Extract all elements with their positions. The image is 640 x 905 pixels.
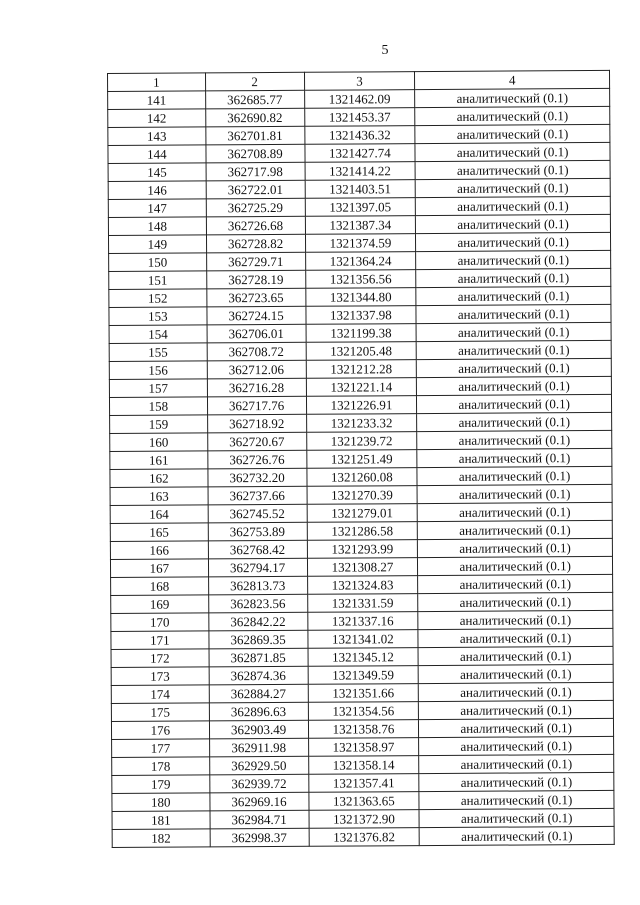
x-coordinate-cell: 362728.82 xyxy=(206,234,305,253)
method-cell: аналитический (0.1) xyxy=(415,106,610,125)
y-coordinate-cell: 1321414.22 xyxy=(305,162,416,181)
x-coordinate-cell: 362884.27 xyxy=(209,684,308,703)
y-coordinate-cell: 1321354.56 xyxy=(308,702,419,721)
point-number-cell: 169 xyxy=(111,595,209,614)
point-number-cell: 165 xyxy=(110,523,208,542)
x-coordinate-cell: 362911.98 xyxy=(209,738,308,757)
header-col-1: 1 xyxy=(108,73,206,92)
y-coordinate-cell: 1321260.08 xyxy=(306,468,417,487)
method-cell: аналитический (0.1) xyxy=(417,394,612,413)
y-coordinate-cell: 1321324.83 xyxy=(307,576,418,595)
method-cell: аналитический (0.1) xyxy=(415,160,610,179)
point-number-cell: 141 xyxy=(108,91,206,110)
x-coordinate-cell: 362726.76 xyxy=(207,450,306,469)
method-cell: аналитический (0.1) xyxy=(417,412,612,431)
y-coordinate-cell: 1321205.48 xyxy=(306,342,417,361)
x-coordinate-cell: 362724.15 xyxy=(207,306,306,325)
y-coordinate-cell: 1321344.80 xyxy=(305,288,416,307)
y-coordinate-cell: 1321363.65 xyxy=(308,792,419,811)
x-coordinate-cell: 362869.35 xyxy=(209,630,308,649)
x-coordinate-cell: 362685.77 xyxy=(205,90,304,109)
method-cell: аналитический (0.1) xyxy=(419,826,614,845)
point-number-cell: 144 xyxy=(108,145,206,164)
method-cell: аналитический (0.1) xyxy=(418,574,613,593)
y-coordinate-cell: 1321226.91 xyxy=(306,396,417,415)
x-coordinate-cell: 362718.92 xyxy=(207,414,306,433)
point-number-cell: 148 xyxy=(108,217,206,236)
method-cell: аналитический (0.1) xyxy=(416,268,611,287)
method-cell: аналитический (0.1) xyxy=(416,196,611,215)
x-coordinate-cell: 362903.49 xyxy=(209,720,308,739)
y-coordinate-cell: 1321199.38 xyxy=(306,324,417,343)
method-cell: аналитический (0.1) xyxy=(419,790,614,809)
y-coordinate-cell: 1321337.98 xyxy=(305,306,416,325)
x-coordinate-cell: 362969.16 xyxy=(210,792,309,811)
point-number-cell: 175 xyxy=(111,703,209,722)
x-coordinate-cell: 362929.50 xyxy=(209,756,308,775)
point-number-cell: 147 xyxy=(108,199,206,218)
point-number-cell: 153 xyxy=(109,307,207,326)
y-coordinate-cell: 1321364.24 xyxy=(305,252,416,271)
y-coordinate-cell: 1321358.97 xyxy=(308,738,419,757)
header-col-2: 2 xyxy=(205,72,304,91)
method-cell: аналитический (0.1) xyxy=(416,340,611,359)
point-number-cell: 160 xyxy=(110,433,208,452)
y-coordinate-cell: 1321351.66 xyxy=(308,684,419,703)
method-cell: аналитический (0.1) xyxy=(418,646,613,665)
method-cell: аналитический (0.1) xyxy=(417,430,612,449)
method-cell: аналитический (0.1) xyxy=(417,466,612,485)
y-coordinate-cell: 1321308.27 xyxy=(307,558,418,577)
y-coordinate-cell: 1321376.82 xyxy=(309,828,420,847)
method-cell: аналитический (0.1) xyxy=(416,304,611,323)
point-number-cell: 179 xyxy=(112,775,210,794)
point-number-cell: 159 xyxy=(110,415,208,434)
x-coordinate-cell: 362706.01 xyxy=(207,324,306,343)
x-coordinate-cell: 362716.28 xyxy=(207,378,306,397)
method-cell: аналитический (0.1) xyxy=(416,214,611,233)
point-number-cell: 172 xyxy=(111,649,209,668)
y-coordinate-cell: 1321337.16 xyxy=(307,612,418,631)
method-cell: аналитический (0.1) xyxy=(418,628,613,647)
y-coordinate-cell: 1321239.72 xyxy=(306,432,417,451)
y-coordinate-cell: 1321349.59 xyxy=(308,666,419,685)
y-coordinate-cell: 1321358.76 xyxy=(308,720,419,739)
point-number-cell: 151 xyxy=(109,271,207,290)
y-coordinate-cell: 1321345.12 xyxy=(308,648,419,667)
y-coordinate-cell: 1321212.28 xyxy=(306,360,417,379)
x-coordinate-cell: 362701.81 xyxy=(206,126,305,145)
point-number-cell: 146 xyxy=(108,181,206,200)
point-number-cell: 167 xyxy=(110,559,208,578)
method-cell: аналитический (0.1) xyxy=(417,376,612,395)
y-coordinate-cell: 1321251.49 xyxy=(306,450,417,469)
x-coordinate-cell: 362813.73 xyxy=(208,576,307,595)
point-number-cell: 156 xyxy=(109,361,207,380)
y-coordinate-cell: 1321279.01 xyxy=(307,504,418,523)
method-cell: аналитический (0.1) xyxy=(416,232,611,251)
x-coordinate-cell: 362720.67 xyxy=(207,432,306,451)
point-number-cell: 155 xyxy=(109,343,207,362)
method-cell: аналитический (0.1) xyxy=(419,808,614,827)
method-cell: аналитический (0.1) xyxy=(419,736,614,755)
x-coordinate-cell: 362984.71 xyxy=(210,810,309,829)
point-number-cell: 176 xyxy=(111,721,209,740)
y-coordinate-cell: 1321397.05 xyxy=(305,198,416,217)
point-number-cell: 164 xyxy=(110,505,208,524)
method-cell: аналитический (0.1) xyxy=(418,538,613,557)
point-number-cell: 157 xyxy=(109,379,207,398)
y-coordinate-cell: 1321374.59 xyxy=(305,234,416,253)
x-coordinate-cell: 362717.98 xyxy=(206,162,305,181)
x-coordinate-cell: 362729.71 xyxy=(206,252,305,271)
y-coordinate-cell: 1321357.41 xyxy=(308,774,419,793)
method-cell: аналитический (0.1) xyxy=(416,322,611,341)
y-coordinate-cell: 1321341.02 xyxy=(307,630,418,649)
header-col-3: 3 xyxy=(304,72,415,91)
method-cell: аналитический (0.1) xyxy=(417,484,612,503)
x-coordinate-cell: 362794.17 xyxy=(208,558,307,577)
x-coordinate-cell: 362725.29 xyxy=(206,198,305,217)
x-coordinate-cell: 362939.72 xyxy=(209,774,308,793)
method-cell: аналитический (0.1) xyxy=(415,88,610,107)
table-row xyxy=(112,826,614,847)
point-number-cell: 180 xyxy=(112,793,210,812)
method-cell: аналитический (0.1) xyxy=(419,772,614,791)
x-coordinate-cell: 362823.56 xyxy=(208,594,307,613)
x-coordinate-cell: 362723.65 xyxy=(206,288,305,307)
x-coordinate-cell: 362874.36 xyxy=(209,666,308,685)
point-number-cell: 150 xyxy=(109,253,207,272)
x-coordinate-cell: 362690.82 xyxy=(205,108,304,127)
point-number-cell: 173 xyxy=(111,667,209,686)
point-number-cell: 181 xyxy=(112,811,210,830)
method-cell: аналитический (0.1) xyxy=(415,142,610,161)
x-coordinate-cell: 362753.89 xyxy=(208,522,307,541)
y-coordinate-cell: 1321293.99 xyxy=(307,540,418,559)
point-number-cell: 158 xyxy=(109,397,207,416)
x-coordinate-cell: 362737.66 xyxy=(208,486,307,505)
x-coordinate-cell: 362732.20 xyxy=(208,468,307,487)
point-number-cell: 174 xyxy=(111,685,209,704)
page-number: 5 xyxy=(381,43,389,58)
y-coordinate-cell: 1321331.59 xyxy=(307,594,418,613)
x-coordinate-cell: 362708.89 xyxy=(206,144,305,163)
point-number-cell: 161 xyxy=(110,451,208,470)
x-coordinate-cell: 362728.19 xyxy=(206,270,305,289)
method-cell: аналитический (0.1) xyxy=(418,520,613,539)
method-cell: аналитический (0.1) xyxy=(418,592,613,611)
y-coordinate-cell: 1321221.14 xyxy=(306,378,417,397)
point-number-cell: 170 xyxy=(111,613,209,632)
y-coordinate-cell: 1321372.90 xyxy=(309,810,420,829)
point-number-cell: 163 xyxy=(110,487,208,506)
y-coordinate-cell: 1321403.51 xyxy=(305,180,416,199)
method-cell: аналитический (0.1) xyxy=(415,124,610,143)
y-coordinate-cell: 1321436.32 xyxy=(304,126,415,145)
y-coordinate-cell: 1321462.09 xyxy=(304,90,415,109)
method-cell: аналитический (0.1) xyxy=(419,718,614,737)
point-number-cell: 168 xyxy=(111,577,209,596)
x-coordinate-cell: 362708.72 xyxy=(207,342,306,361)
y-coordinate-cell: 1321358.14 xyxy=(308,756,419,775)
header-col-4: 4 xyxy=(415,70,610,89)
point-number-cell: 152 xyxy=(109,289,207,308)
y-coordinate-cell: 1321286.58 xyxy=(307,522,418,541)
x-coordinate-cell: 362871.85 xyxy=(209,648,308,667)
method-cell: аналитический (0.1) xyxy=(419,754,614,773)
method-cell: аналитический (0.1) xyxy=(419,682,614,701)
point-number-cell: 166 xyxy=(110,541,208,560)
x-coordinate-cell: 362768.42 xyxy=(208,540,307,559)
x-coordinate-cell: 362722.01 xyxy=(206,180,305,199)
method-cell: аналитический (0.1) xyxy=(416,286,611,305)
y-coordinate-cell: 1321427.74 xyxy=(304,144,415,163)
coordinates-table xyxy=(107,70,615,848)
point-number-cell: 182 xyxy=(112,829,210,848)
x-coordinate-cell: 362745.52 xyxy=(208,504,307,523)
x-coordinate-cell: 362896.63 xyxy=(209,702,308,721)
method-cell: аналитический (0.1) xyxy=(417,448,612,467)
y-coordinate-cell: 1321233.32 xyxy=(306,414,417,433)
method-cell: аналитический (0.1) xyxy=(418,610,613,629)
x-coordinate-cell: 362717.76 xyxy=(207,396,306,415)
point-number-cell: 149 xyxy=(108,235,206,254)
method-cell: аналитический (0.1) xyxy=(417,358,612,377)
point-number-cell: 142 xyxy=(108,109,206,128)
y-coordinate-cell: 1321270.39 xyxy=(307,486,418,505)
method-cell: аналитический (0.1) xyxy=(419,700,614,719)
point-number-cell: 177 xyxy=(112,739,210,758)
x-coordinate-cell: 362998.37 xyxy=(210,828,309,847)
x-coordinate-cell: 362842.22 xyxy=(208,612,307,631)
x-coordinate-cell: 362712.06 xyxy=(207,360,306,379)
method-cell: аналитический (0.1) xyxy=(416,250,611,269)
method-cell: аналитический (0.1) xyxy=(418,664,613,683)
method-cell: аналитический (0.1) xyxy=(417,502,612,521)
point-number-cell: 171 xyxy=(111,631,209,650)
table-body xyxy=(108,88,615,847)
y-coordinate-cell: 1321356.56 xyxy=(305,270,416,289)
point-number-cell: 178 xyxy=(112,757,210,776)
point-number-cell: 154 xyxy=(109,325,207,344)
y-coordinate-cell: 1321453.37 xyxy=(304,108,415,127)
method-cell: аналитический (0.1) xyxy=(418,556,613,575)
point-number-cell: 143 xyxy=(108,127,206,146)
x-coordinate-cell: 362726.68 xyxy=(206,216,305,235)
point-number-cell: 162 xyxy=(110,469,208,488)
y-coordinate-cell: 1321387.34 xyxy=(305,216,416,235)
method-cell: аналитический (0.1) xyxy=(415,178,610,197)
point-number-cell: 145 xyxy=(108,163,206,182)
